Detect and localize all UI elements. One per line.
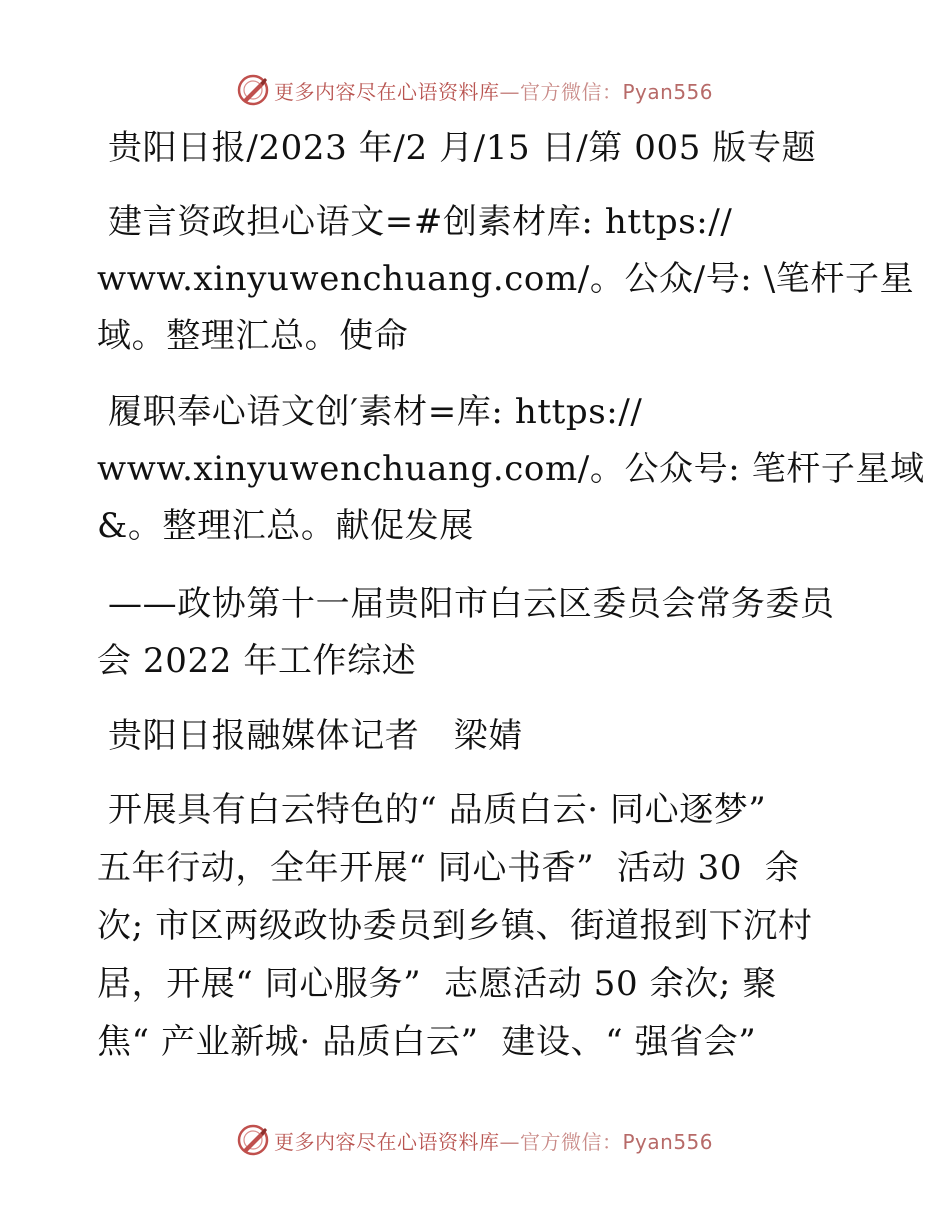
paragraph-line: 焦“ 产业新城· 品质白云” 建设、“ 强省会” — [97, 1022, 757, 1062]
subtitle-line: ——政协第十一届贵阳市白云区委员会常务委员 — [108, 584, 835, 624]
paragraph-line: 开展具有白云特色的“ 品质白云· 同心逐梦” — [108, 790, 767, 830]
footer-banner — [236, 1122, 713, 1158]
paragraph-line: 次; 市区两级政协委员到乡镇、街道报到下沉村 — [97, 906, 813, 946]
banner-wechat-id: Pyan556 — [622, 79, 714, 104]
title-line: 履职奉心语文创′素材=库: https:// — [108, 392, 643, 432]
title-line: 建言资政担心语文=#创素材库: https:// — [108, 202, 733, 242]
title-line: www.xinyuwenchuang.com/。公众号: 笔杆子星域 — [97, 449, 925, 489]
banner-brand: 更多内容尽在心语资料库 — [274, 79, 500, 104]
banner-wechat-label: 官方微信： — [520, 79, 623, 104]
banner-separator: — — [499, 79, 520, 104]
source-line: 贵阳日报/2023 年/2 月/15 日/第 005 版专题 — [108, 128, 817, 168]
banner-wechat-id: Pyan556 — [622, 1129, 714, 1154]
title-line: www.xinyuwenchuang.com/。公众/号: \笔杆子星 — [97, 259, 915, 299]
title-line: 域。整理汇总。使命 — [97, 316, 409, 356]
banner-brand: 更多内容尽在心语资料库 — [274, 1129, 500, 1154]
byline: 贵阳日报融媒体记者 梁婧 — [108, 716, 523, 756]
banner-wechat-label: 官方微信： — [520, 1129, 623, 1154]
paragraph-line: 居，开展“ 同心服务” 志愿活动 50 余次; 聚 — [97, 964, 777, 1004]
pen-logo-icon — [236, 1123, 270, 1157]
subtitle-line: 会 2022 年工作综述 — [97, 641, 417, 681]
header-banner — [236, 72, 713, 108]
banner-separator: — — [499, 1129, 520, 1154]
banner-text — [274, 76, 713, 105]
title-line: &。整理汇总。献促发展 — [97, 506, 474, 546]
paragraph-line: 五年行动，全年开展“ 同心书香” 活动 30 余 — [97, 848, 800, 888]
banner-text — [274, 1126, 713, 1155]
pen-logo-icon — [236, 73, 270, 107]
